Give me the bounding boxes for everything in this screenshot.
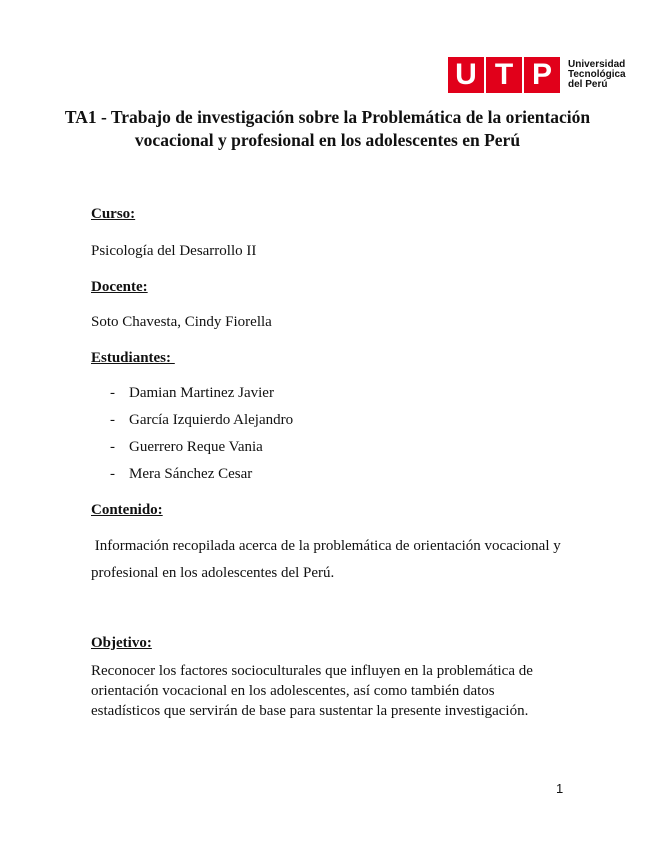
student-name: Mera Sánchez Cesar (129, 466, 253, 482)
document-title: TA1 - Trabajo de investigación sobre la Problemática de la orientación vocacional y profesional en los adolescentes en Perú (64, 107, 591, 150)
logo-text-line: del Perú (568, 79, 608, 90)
student-name: García Izquierdo Alejandro (129, 412, 294, 428)
contenido-text-line: Información recopilada acerca de la problemática de orientación vocacional y (91, 538, 561, 554)
logo-text (568, 60, 626, 90)
student-name: Guerrero Reque Vania (129, 439, 263, 455)
objetivo-label: Objetivo: (91, 635, 152, 651)
logo-text-line: Universidad (568, 59, 626, 70)
student-item (110, 466, 252, 483)
contenido-text-line: profesional en los adolescentes del Perú. (91, 565, 335, 581)
curso-value: Psicología del Desarrollo II (91, 243, 257, 259)
student-item (110, 439, 263, 456)
logo-text-line: Tecnológica (568, 69, 626, 80)
bullet-dash: - (110, 466, 115, 482)
page-number: 1 (556, 781, 564, 796)
student-item (110, 412, 293, 429)
bullet-dash: - (110, 412, 115, 428)
logo-letter-u: U (448, 57, 484, 93)
objetivo-text-line: estadísticos que servirán de base para sustentar la presente investigación. (91, 703, 529, 719)
bullet-dash: - (110, 439, 115, 455)
student-item (110, 385, 274, 402)
student-name: Damian Martinez Javier (129, 385, 274, 401)
utp-logo (448, 55, 626, 95)
objetivo-text-line: Reconocer los factores socioculturales que influyen en la problemática de (91, 663, 533, 679)
objetivo-text-line: orientación vocacional en los adolescentes, así como también datos (91, 683, 495, 699)
estudiantes-label: Estudiantes: (91, 350, 175, 366)
logo-letter-t: T (486, 57, 522, 93)
contenido-label: Contenido: (91, 502, 163, 518)
logo-letter-p: P (524, 57, 560, 93)
bullet-dash: - (110, 385, 115, 401)
docente-label: Docente: (91, 279, 148, 295)
docente-value: Soto Chavesta, Cindy Fiorella (91, 314, 272, 330)
curso-label: Curso: (91, 206, 136, 222)
